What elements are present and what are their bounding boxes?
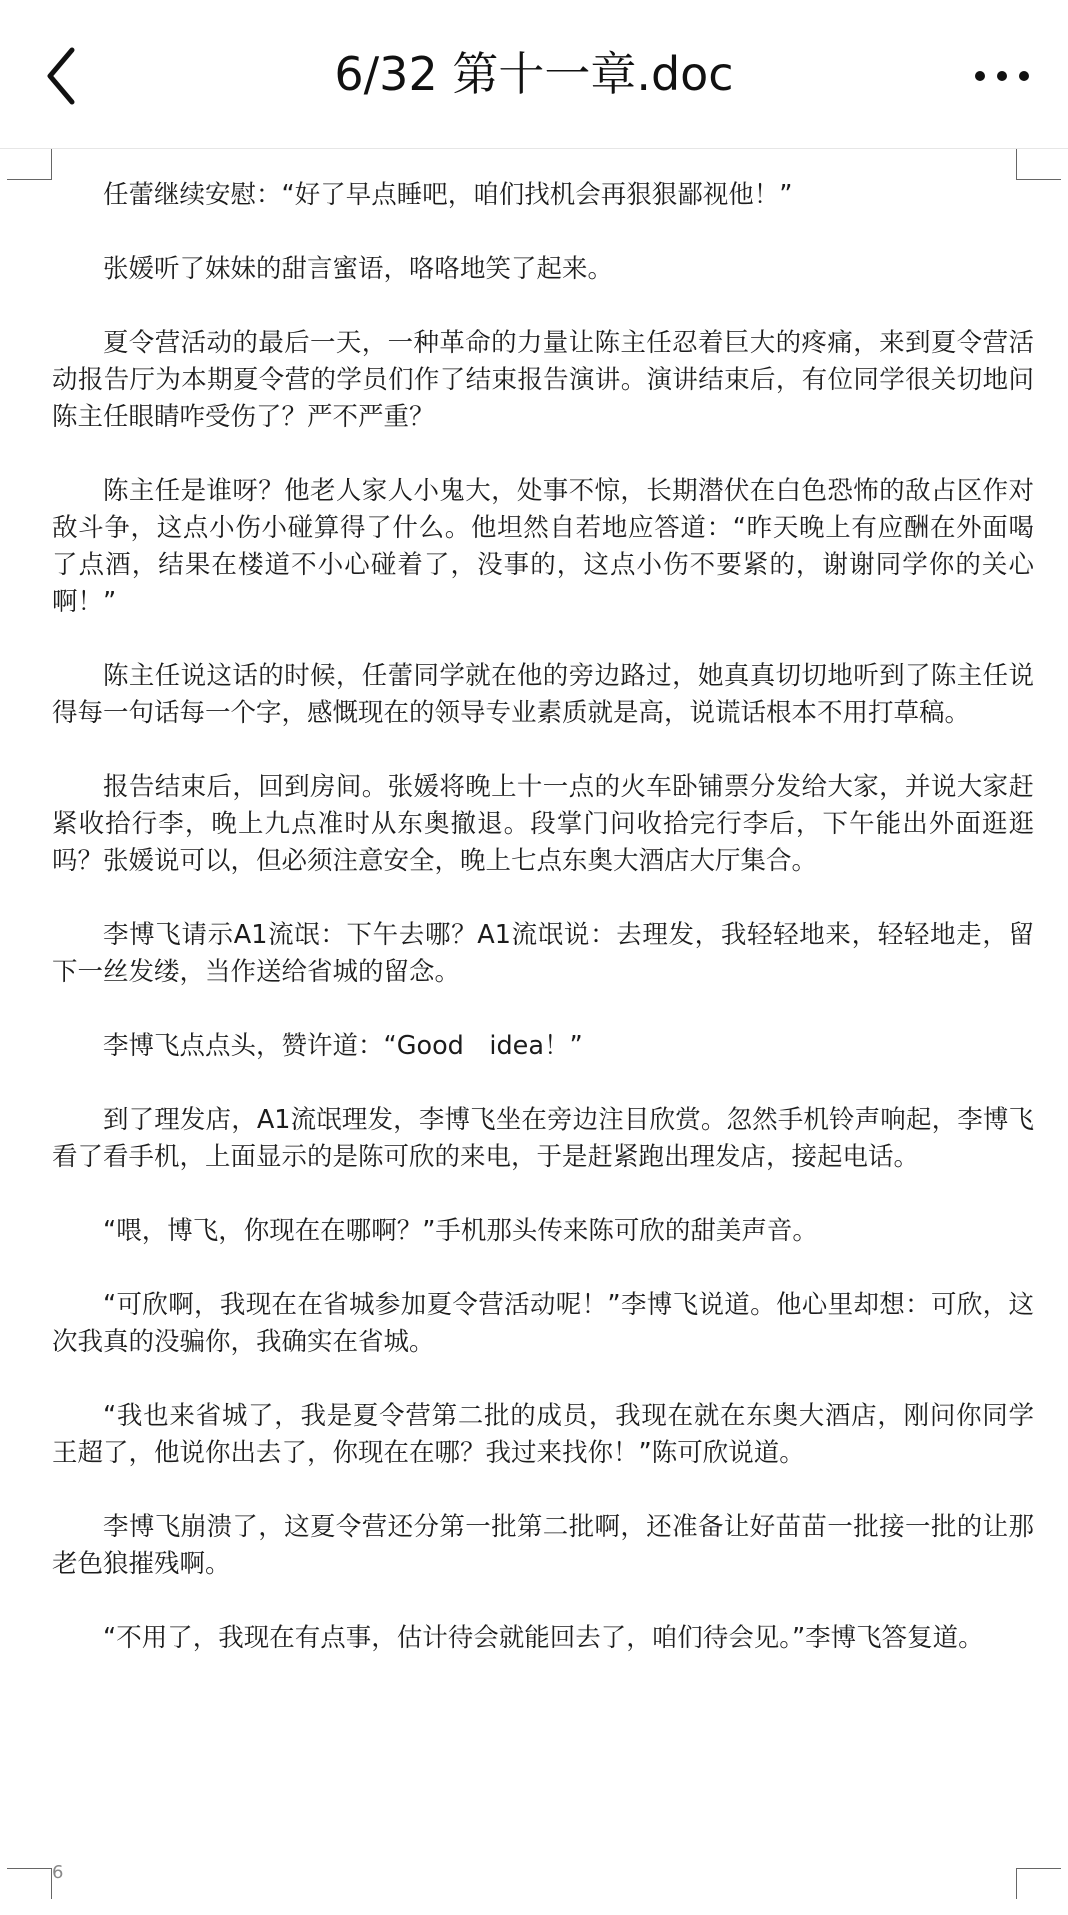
more-options-button[interactable] [960, 46, 1044, 106]
more-horizontal-icon [960, 46, 1044, 106]
page-corner-mark [1016, 1868, 1061, 1899]
paragraph: 李博飞请示A1流氓：下午去哪？A1流氓说：去理发，我轻轻地来，轻轻地走，留下一丝发缕，当作送给省城的留念。 [52, 920, 1034, 987]
paragraph: “不用了，我现在有点事，估计待会就能回去了，咱们待会见。”李博飞答复道。 [103, 1623, 984, 1653]
paragraph: 张媛听了妹妹的甜言蜜语，咯咯地笑了起来。 [103, 254, 614, 284]
page-number: 6 [52, 1862, 64, 1883]
paragraph: 夏令营活动的最后一天，一种革命的力量让陈主任忍着巨大的疼痛，来到夏令营活动报告厅为本期夏令营的学员们作了结束报告演讲。演讲结束后，有位同学很关切地问陈主任眼睛咋受伤了？严不严重？ [52, 328, 1034, 432]
paragraph: 到了理发店，A1流氓理发，李博飞坐在旁边注目欣赏。忽然手机铃声响起，李博飞看了看手机，上面显示的是陈可欣的来电，于是赶紧跑出理发店，接起电话。 [52, 1105, 1034, 1172]
document-title: 6/32 第十一章.doc [334, 47, 734, 101]
paragraph: 李博飞崩溃了，这夏令营还分第一批第二批啊，还准备让好苗苗一批接一批的让那老色狼摧残啊。 [52, 1512, 1034, 1579]
paragraph: 陈主任是谁呀？他老人家人小鬼大，处事不惊，长期潜伏在白色恐怖的敌占区作对敌斗争，这点小伤小碰算得了什么。他坦然自若地应答道：“昨天晚上有应酬在外面喝了点酒，结果在楼道不小心碰着了，没事的，这点小伤不要紧的，谢谢同学你的关心啊！” [52, 476, 1034, 617]
paragraph: “喂，博飞，你现在在哪啊？”手机那头传来陈可欣的甜美声音。 [103, 1216, 818, 1246]
paragraph: 报告结束后，回到房间。张媛将晚上十一点的火车卧铺票分发给大家，并说大家赶紧收拾行李，晚上九点准时从东奥撤退。段掌门问收拾完行李后，下午能出外面逛逛吗？张媛说可以，但必须注意安全，晚上七点东奥大酒店大厅集合。 [52, 772, 1034, 876]
paragraph: 李博飞点点头，赞许道：“Good idea！” [103, 1031, 583, 1061]
chevron-left-icon [40, 40, 100, 112]
paragraph: “可欣啊，我现在在省城参加夏令营活动呢！”李博飞说道。他心里却想：可欣，这次我真的没骗你，我确实在省城。 [52, 1290, 1034, 1357]
page-corner-mark [7, 1868, 52, 1899]
page-corner-mark [1016, 149, 1061, 180]
page-corner-mark [7, 149, 52, 180]
back-button[interactable] [40, 40, 100, 112]
paragraph: “我也来省城了，我是夏令营第二批的成员，我现在就在东奥大酒店，刚问你同学王超了，他说你出去了，你现在在哪？我过来找你！”陈可欣说道。 [52, 1401, 1034, 1468]
paragraph: 陈主任说这话的时候，任蕾同学就在他的旁边路过，她真真切切地听到了陈主任说得每一句话每一个字，感慨现在的领导专业素质就是高，说谎话根本不用打草稿。 [52, 661, 1034, 728]
document-page[interactable] [0, 149, 1068, 1915]
top-navigation-bar [0, 0, 1068, 149]
paragraph: 任蕾继续安慰：“好了早点睡吧，咱们找机会再狠狠鄙视他！” [103, 180, 793, 210]
document-body [52, 177, 1034, 1694]
